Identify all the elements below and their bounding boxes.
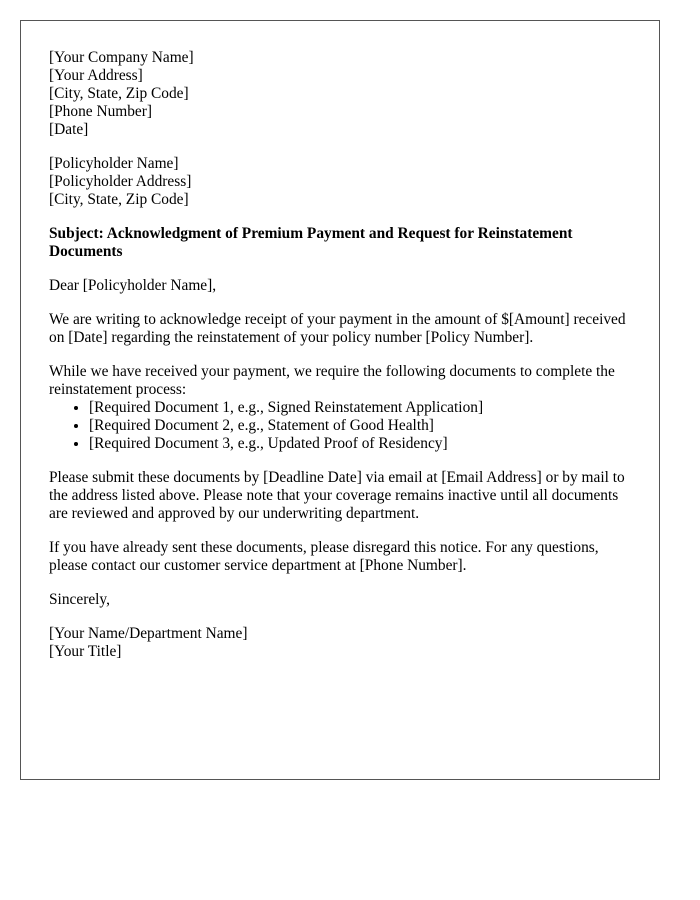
- letter-date: [Date]: [49, 121, 89, 138]
- sender-phone: [Phone Number]: [49, 103, 153, 120]
- signature-name: [Your Name/Department Name]: [49, 625, 248, 642]
- sender-address-block: [49, 49, 631, 139]
- recipient-city-state-zip: [City, State, Zip Code]: [49, 191, 189, 208]
- required-documents-list: [49, 399, 631, 453]
- subject-line: Subject: Acknowledgment of Premium Payment and Request for Reinstatement Documents: [49, 225, 573, 260]
- salutation: Dear [Policyholder Name],: [49, 277, 217, 294]
- body-paragraph-contact: If you have already sent these documents, please disregard this notice. For any questions, please contact our customer service department at [Phone Number].: [49, 539, 599, 574]
- recipient-address: [Policyholder Address]: [49, 173, 192, 190]
- required-document-item: • [Required Document 2, e.g., Statement of Good Health]: [89, 417, 631, 435]
- recipient-address-block: [49, 155, 631, 209]
- sender-city-state-zip: [City, State, Zip Code]: [49, 85, 189, 102]
- required-document-item: • [Required Document 3, e.g., Updated Proof of Residency]: [89, 435, 631, 453]
- sender-address: [Your Address]: [49, 67, 143, 84]
- closing: Sincerely,: [49, 591, 110, 608]
- required-document-item: • [Required Document 1, e.g., Signed Reinstatement Application]: [89, 399, 631, 417]
- signature-block: [49, 625, 631, 661]
- recipient-name: [Policyholder Name]: [49, 155, 179, 172]
- signature-title: [Your Title]: [49, 643, 122, 660]
- body-paragraph-requirements: While we have received your payment, we require the following documents to complete the reinstatement process:: [49, 363, 615, 398]
- body-paragraph-acknowledgment: We are writing to acknowledge receipt of your payment in the amount of $[Amount] received on [Date] regarding the reinstatement of your policy number [Policy Number].: [49, 311, 626, 346]
- letter-document: [20, 20, 660, 780]
- body-paragraph-submission: Please submit these documents by [Deadline Date] via email at [Email Address] or by mail to the address listed above. Please note that your coverage remains inactive until all documents are reviewed and approved by our underwriting department.: [49, 469, 625, 522]
- sender-company-name: [Your Company Name]: [49, 49, 194, 66]
